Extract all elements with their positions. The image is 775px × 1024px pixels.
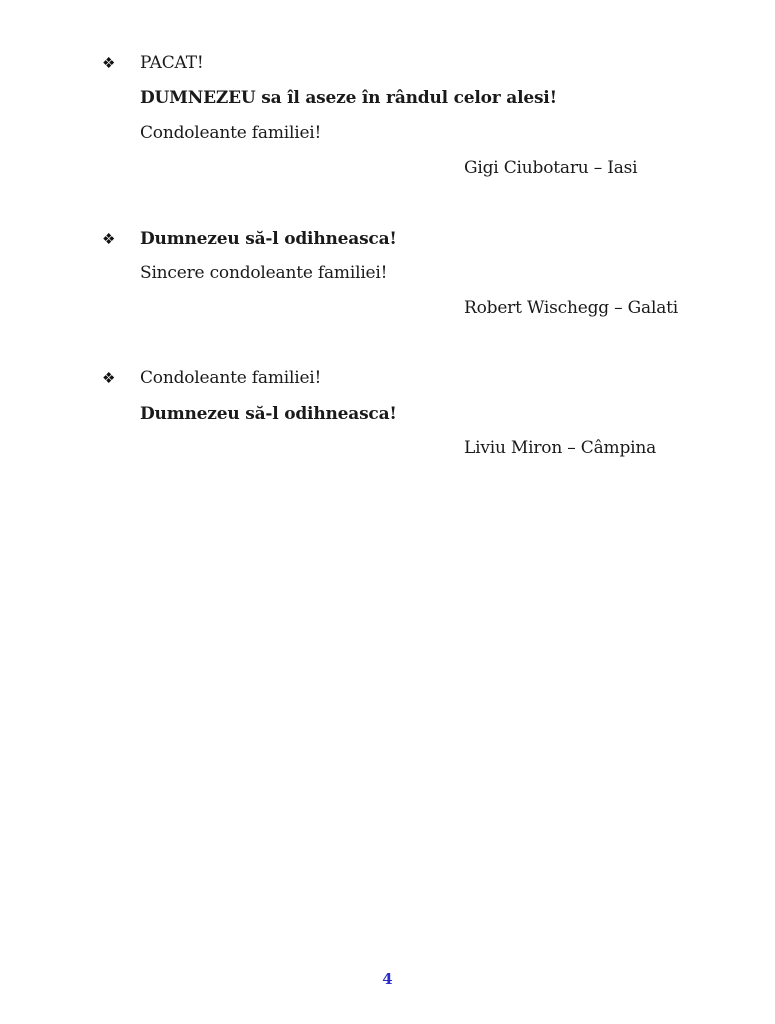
message-line: DUMNEZEU sa îl aseze în rândul celor alesi! <box>140 88 557 108</box>
signature: Robert Wischegg – Galati <box>464 298 679 318</box>
signature: Liviu Miron – Câmpina <box>464 438 657 458</box>
message-line: Dumnezeu să-l odihneasca! <box>140 229 397 249</box>
message-line: Sincere condoleante familiei! <box>140 263 388 283</box>
message-line: Condoleante familiei! <box>140 368 322 388</box>
signature: Gigi Ciubotaru – Iasi <box>464 158 638 178</box>
message-line: Condoleante familiei! <box>140 123 322 143</box>
message-line: PACAT! <box>140 53 204 73</box>
diamond-bullet-icon: ❖ <box>102 369 116 387</box>
message-line: Dumnezeu să-l odihneasca! <box>140 404 397 424</box>
diamond-bullet-icon: ❖ <box>102 230 116 248</box>
page-number: 4 <box>382 970 393 988</box>
diamond-bullet-icon: ❖ <box>102 54 116 72</box>
